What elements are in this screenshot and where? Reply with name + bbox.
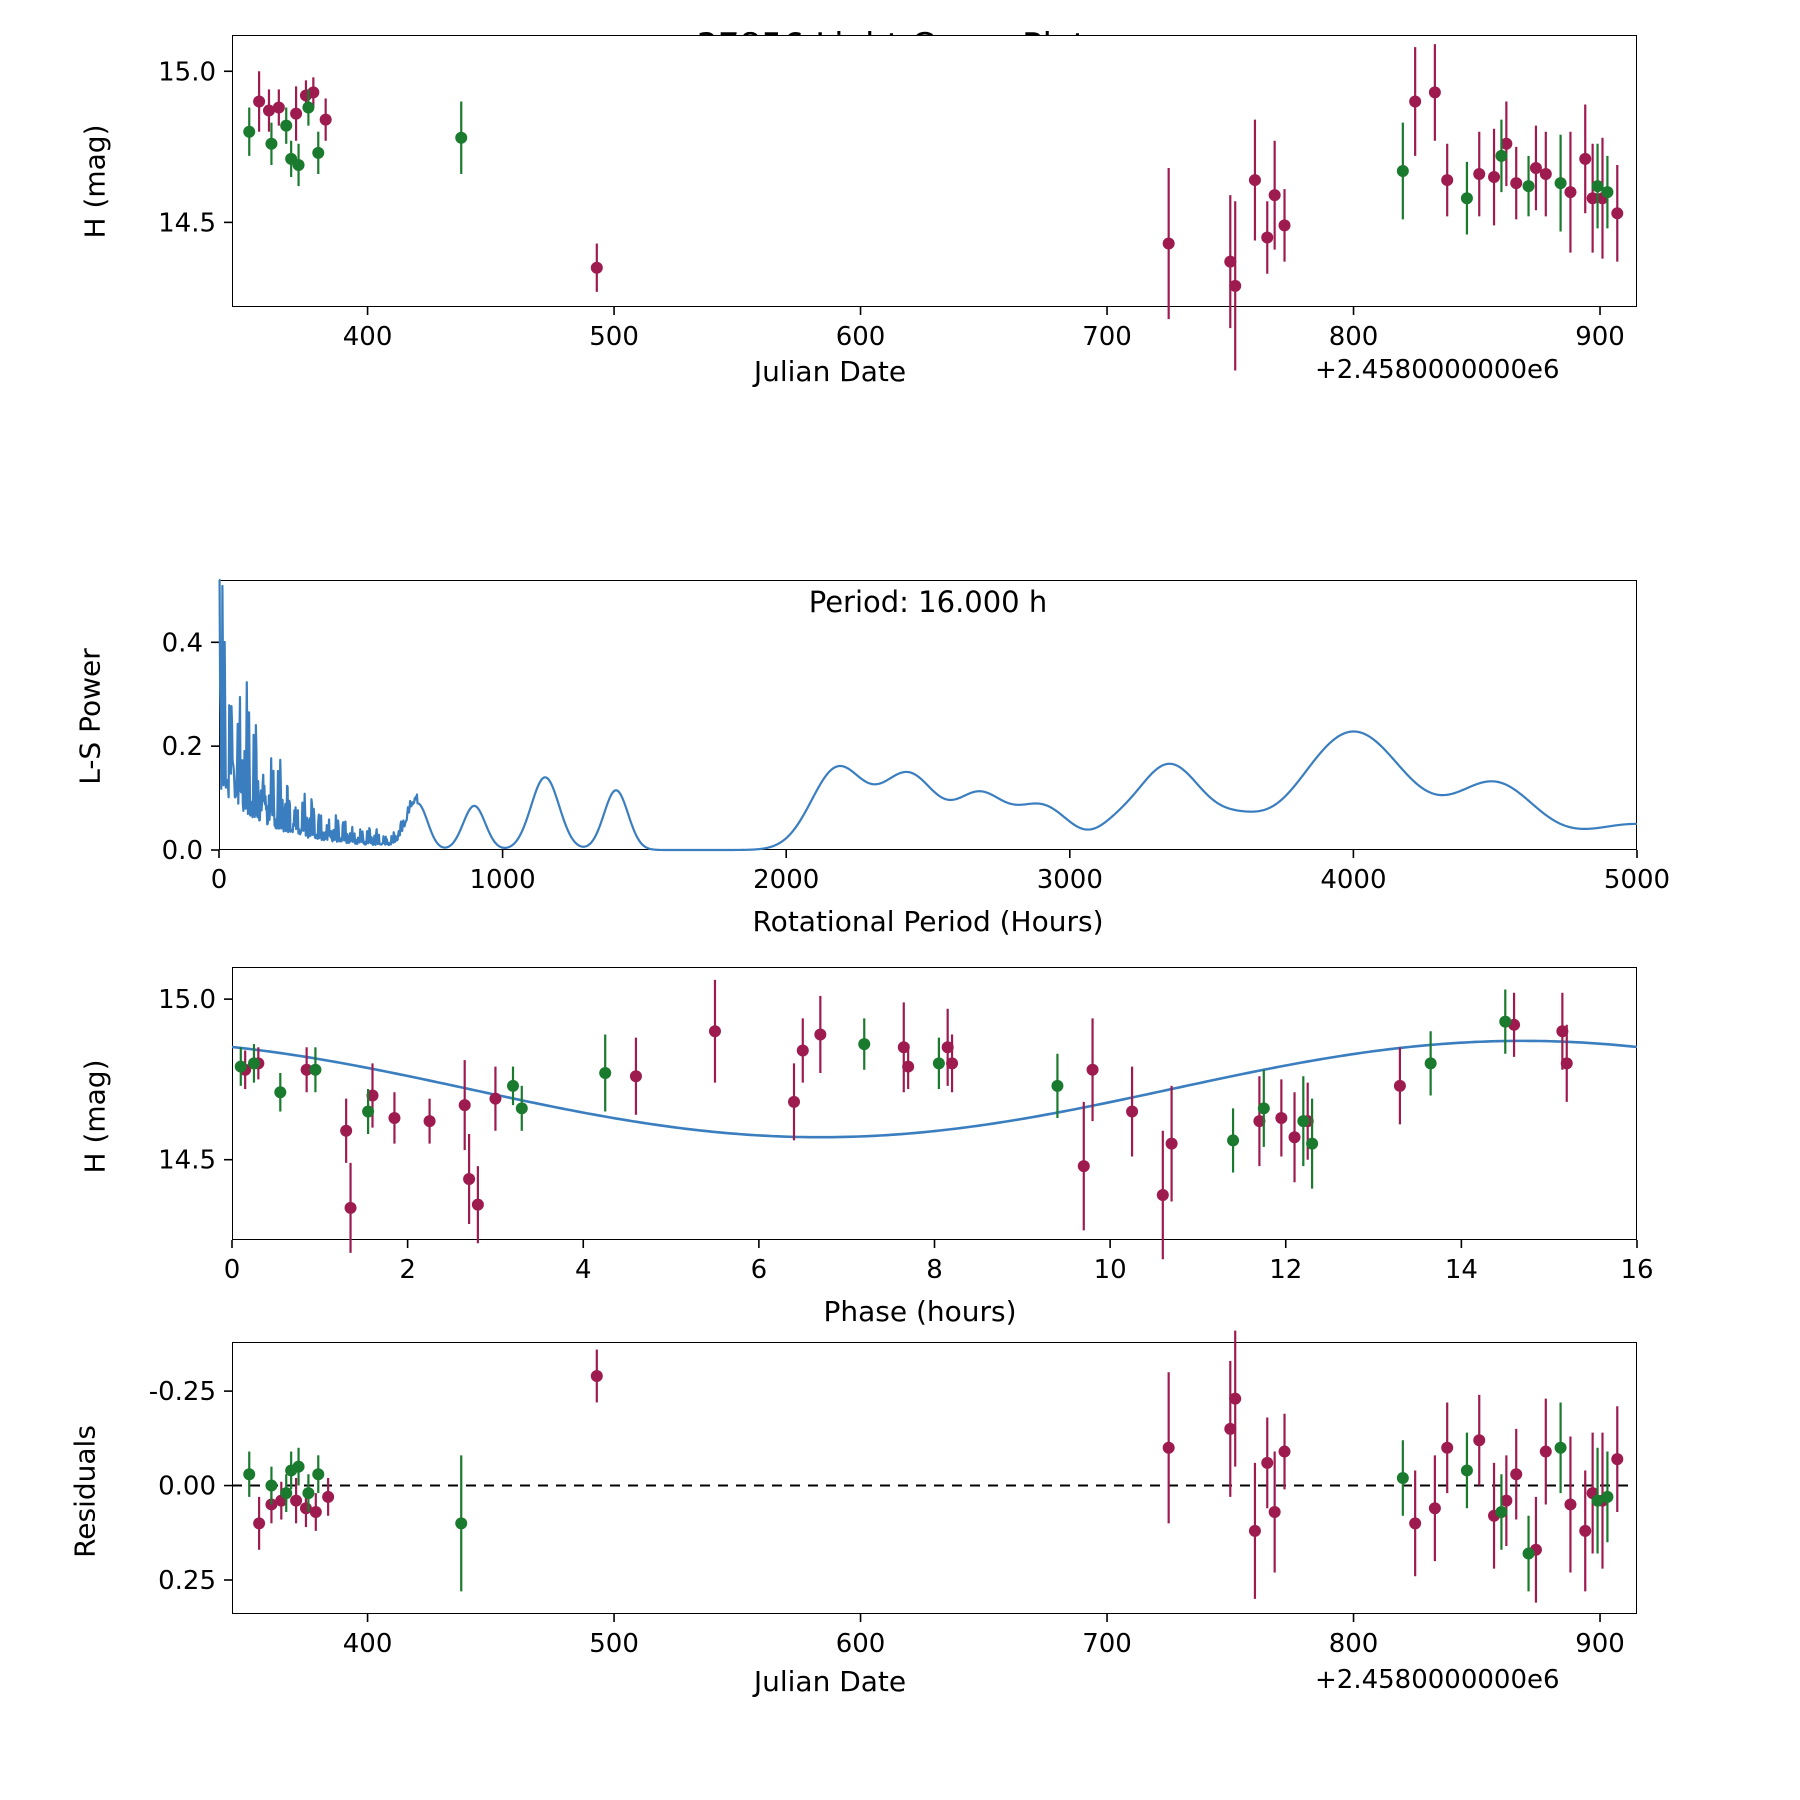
svg-text:0: 0	[210, 865, 228, 895]
lightcurve-x-offset: +2.4580000000e6	[1315, 355, 1560, 385]
svg-text:400: 400	[342, 322, 393, 352]
svg-text:500: 500	[589, 1629, 639, 1659]
svg-text:0.0: 0.0	[161, 836, 203, 866]
residuals-plot-area	[0, 1330, 1800, 1659]
svg-text:4: 4	[574, 1255, 592, 1285]
svg-text:14.5: 14.5	[158, 208, 216, 239]
svg-text:14: 14	[1444, 1255, 1478, 1285]
residuals-xlabel: Julian Date	[753, 1665, 907, 1698]
svg-text:900: 900	[1575, 322, 1625, 352]
panel-lightcurve	[0, 0, 1800, 388]
panel-residuals	[0, 1330, 1800, 1698]
svg-text:8: 8	[926, 1255, 943, 1285]
svg-text:6: 6	[750, 1255, 768, 1285]
svg-text:15.0: 15.0	[158, 57, 216, 88]
lightcurve-plot-area	[0, 0, 1800, 352]
svg-text:14.5: 14.5	[158, 1145, 216, 1176]
svg-text:1000: 1000	[469, 865, 536, 895]
svg-text:0: 0	[223, 1255, 241, 1285]
svg-text:12: 12	[1269, 1255, 1303, 1285]
panel-phased	[0, 955, 1800, 1328]
svg-text:500: 500	[589, 322, 639, 352]
periodogram-xlabel: Rotational Period (Hours)	[752, 905, 1104, 938]
residuals-x-offset: +2.4580000000e6	[1315, 1665, 1560, 1695]
svg-text:0.2: 0.2	[161, 732, 203, 763]
svg-text:700: 700	[1082, 1629, 1132, 1659]
svg-text:2000: 2000	[753, 865, 820, 895]
svg-text:16: 16	[1620, 1255, 1654, 1285]
panel-periodogram	[0, 575, 1800, 938]
svg-text:5000: 5000	[1603, 865, 1671, 895]
svg-text:800: 800	[1328, 1629, 1379, 1659]
svg-text:0.4: 0.4	[161, 628, 203, 659]
svg-text:0.00: 0.00	[158, 1471, 216, 1502]
svg-text:3000: 3000	[1036, 865, 1103, 895]
residuals-ylabel: Residuals	[68, 1425, 102, 1558]
svg-text:600: 600	[835, 1629, 886, 1659]
phased-plot-area	[0, 955, 1800, 1285]
periodogram-ylabel: L-S Power	[73, 648, 107, 785]
phased-ylabel: H (mag)	[78, 1059, 112, 1174]
svg-text:800: 800	[1328, 322, 1379, 352]
svg-text:4000: 4000	[1320, 865, 1387, 895]
svg-text:2: 2	[399, 1255, 416, 1285]
svg-text:700: 700	[1082, 322, 1132, 352]
periodogram-plot-area	[0, 575, 1800, 895]
period-annotation: Period: 16.000 h	[808, 585, 1048, 619]
lightcurve-ylabel: H (mag)	[78, 124, 112, 239]
svg-text:0.25: 0.25	[158, 1566, 216, 1596]
svg-text:400: 400	[342, 1629, 393, 1659]
svg-text:10: 10	[1093, 1255, 1127, 1285]
svg-text:900: 900	[1575, 1629, 1625, 1659]
phased-xlabel: Phase (hours)	[823, 1295, 1017, 1328]
lightcurve-xlabel: Julian Date	[753, 355, 907, 388]
svg-text:15.0: 15.0	[158, 985, 216, 1016]
svg-text:600: 600	[835, 322, 886, 352]
svg-text:-0.25: -0.25	[148, 1377, 216, 1408]
